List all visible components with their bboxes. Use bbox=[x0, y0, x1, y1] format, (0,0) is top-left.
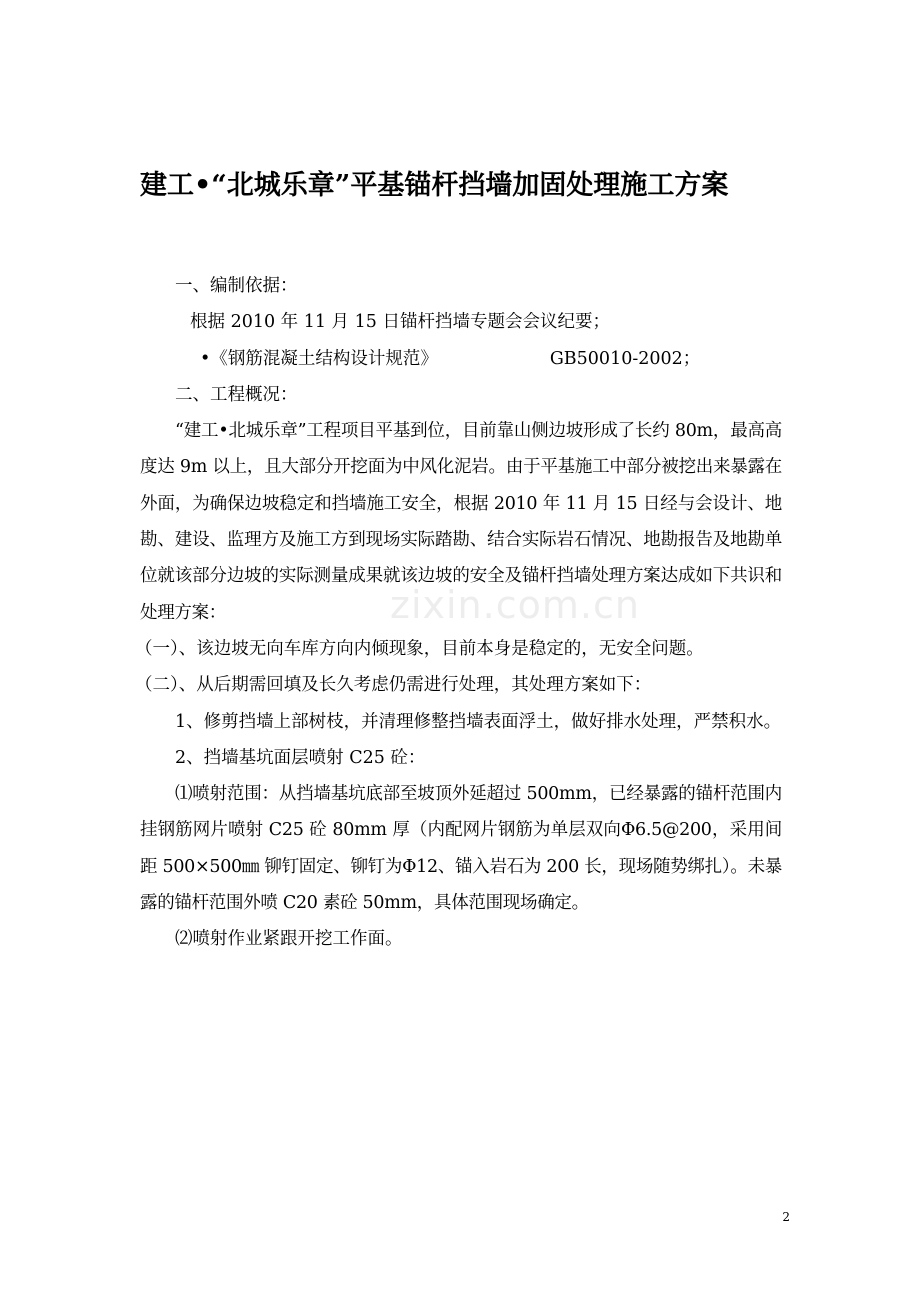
document-body bbox=[135, 268, 782, 958]
document-title: 建工•“北城乐章”平基锚杆挡墙加固处理施工方案 bbox=[140, 170, 729, 201]
section-heading-basis: 一、编制依据： bbox=[175, 276, 298, 296]
overview-paragraph: “建工•北城乐章”工程项目平基到位，目前靠山侧边坡形成了长约 80m，最高高度达 9m 以上，且大部分开挖面为中风化泥岩。由于平基施工中部分被挖出来暴露在外面，为确保边坡稳定和挡墙施工安全，根据 2010 年 11 月 15 日经与会设计、地勘、建设、监理方及施工方到现场实际踏勘、结合实际岩石情况、地勘报告及地勘单位就该部分边坡的实际测量成果就该边坡的安全及锚杆挡墙处理方案达成如下共识和处理方案： bbox=[140, 421, 782, 623]
page-number: 2 bbox=[782, 1210, 790, 1224]
treatment-step-1: 1、修剪挡墙上部树枝，并清理修整挡墙表面浮土，做好排水处理，严禁积水。 bbox=[175, 711, 782, 732]
basis-item-spec bbox=[140, 341, 782, 377]
treatment-step-2: 2、挡墙基坑面层喷射 C25 砼： bbox=[175, 747, 426, 768]
spec-name: •《钢筋混凝土结构设计规范》 bbox=[200, 348, 438, 369]
treatment-step-2-item-1: ⑴喷射范围：从挡墙基坑底部至坡顶外延超过 500mm，已经暴露的锚杆范围内挂钢筋网片喷射 C25 砼 80mm 厚（内配网片钢筋为单层双向Φ6.5@200，采用间距 500×500㎜ 铆钉固定、铆钉为Φ12、锚入岩石为 200 长，现场随势绑扎）。未暴露的锚杆范围外喷 C20 素砼 50mm，具体范围现场确定。 bbox=[140, 784, 782, 914]
treatment-step-2-item-2: ⑵喷射作业紧跟开挖工作面。 bbox=[175, 929, 403, 950]
consensus-point-2: （二）、从后期需回填及长久考虑仍需进行处理，其处理方案如下： bbox=[135, 675, 652, 696]
watermark: zixin.com.cn bbox=[390, 583, 640, 627]
basis-item-meeting: 根据 2010 年 11 月 15 日锚杆挡墙专题会会议纪要； bbox=[190, 312, 610, 333]
section-heading-overview: 二、工程概况： bbox=[175, 384, 298, 405]
consensus-point-1: （一）、该边坡无向车库方向内倾现象，目前本身是稳定的，无安全问题。 bbox=[135, 638, 704, 659]
spec-code: GB50010-2002； bbox=[549, 348, 701, 369]
